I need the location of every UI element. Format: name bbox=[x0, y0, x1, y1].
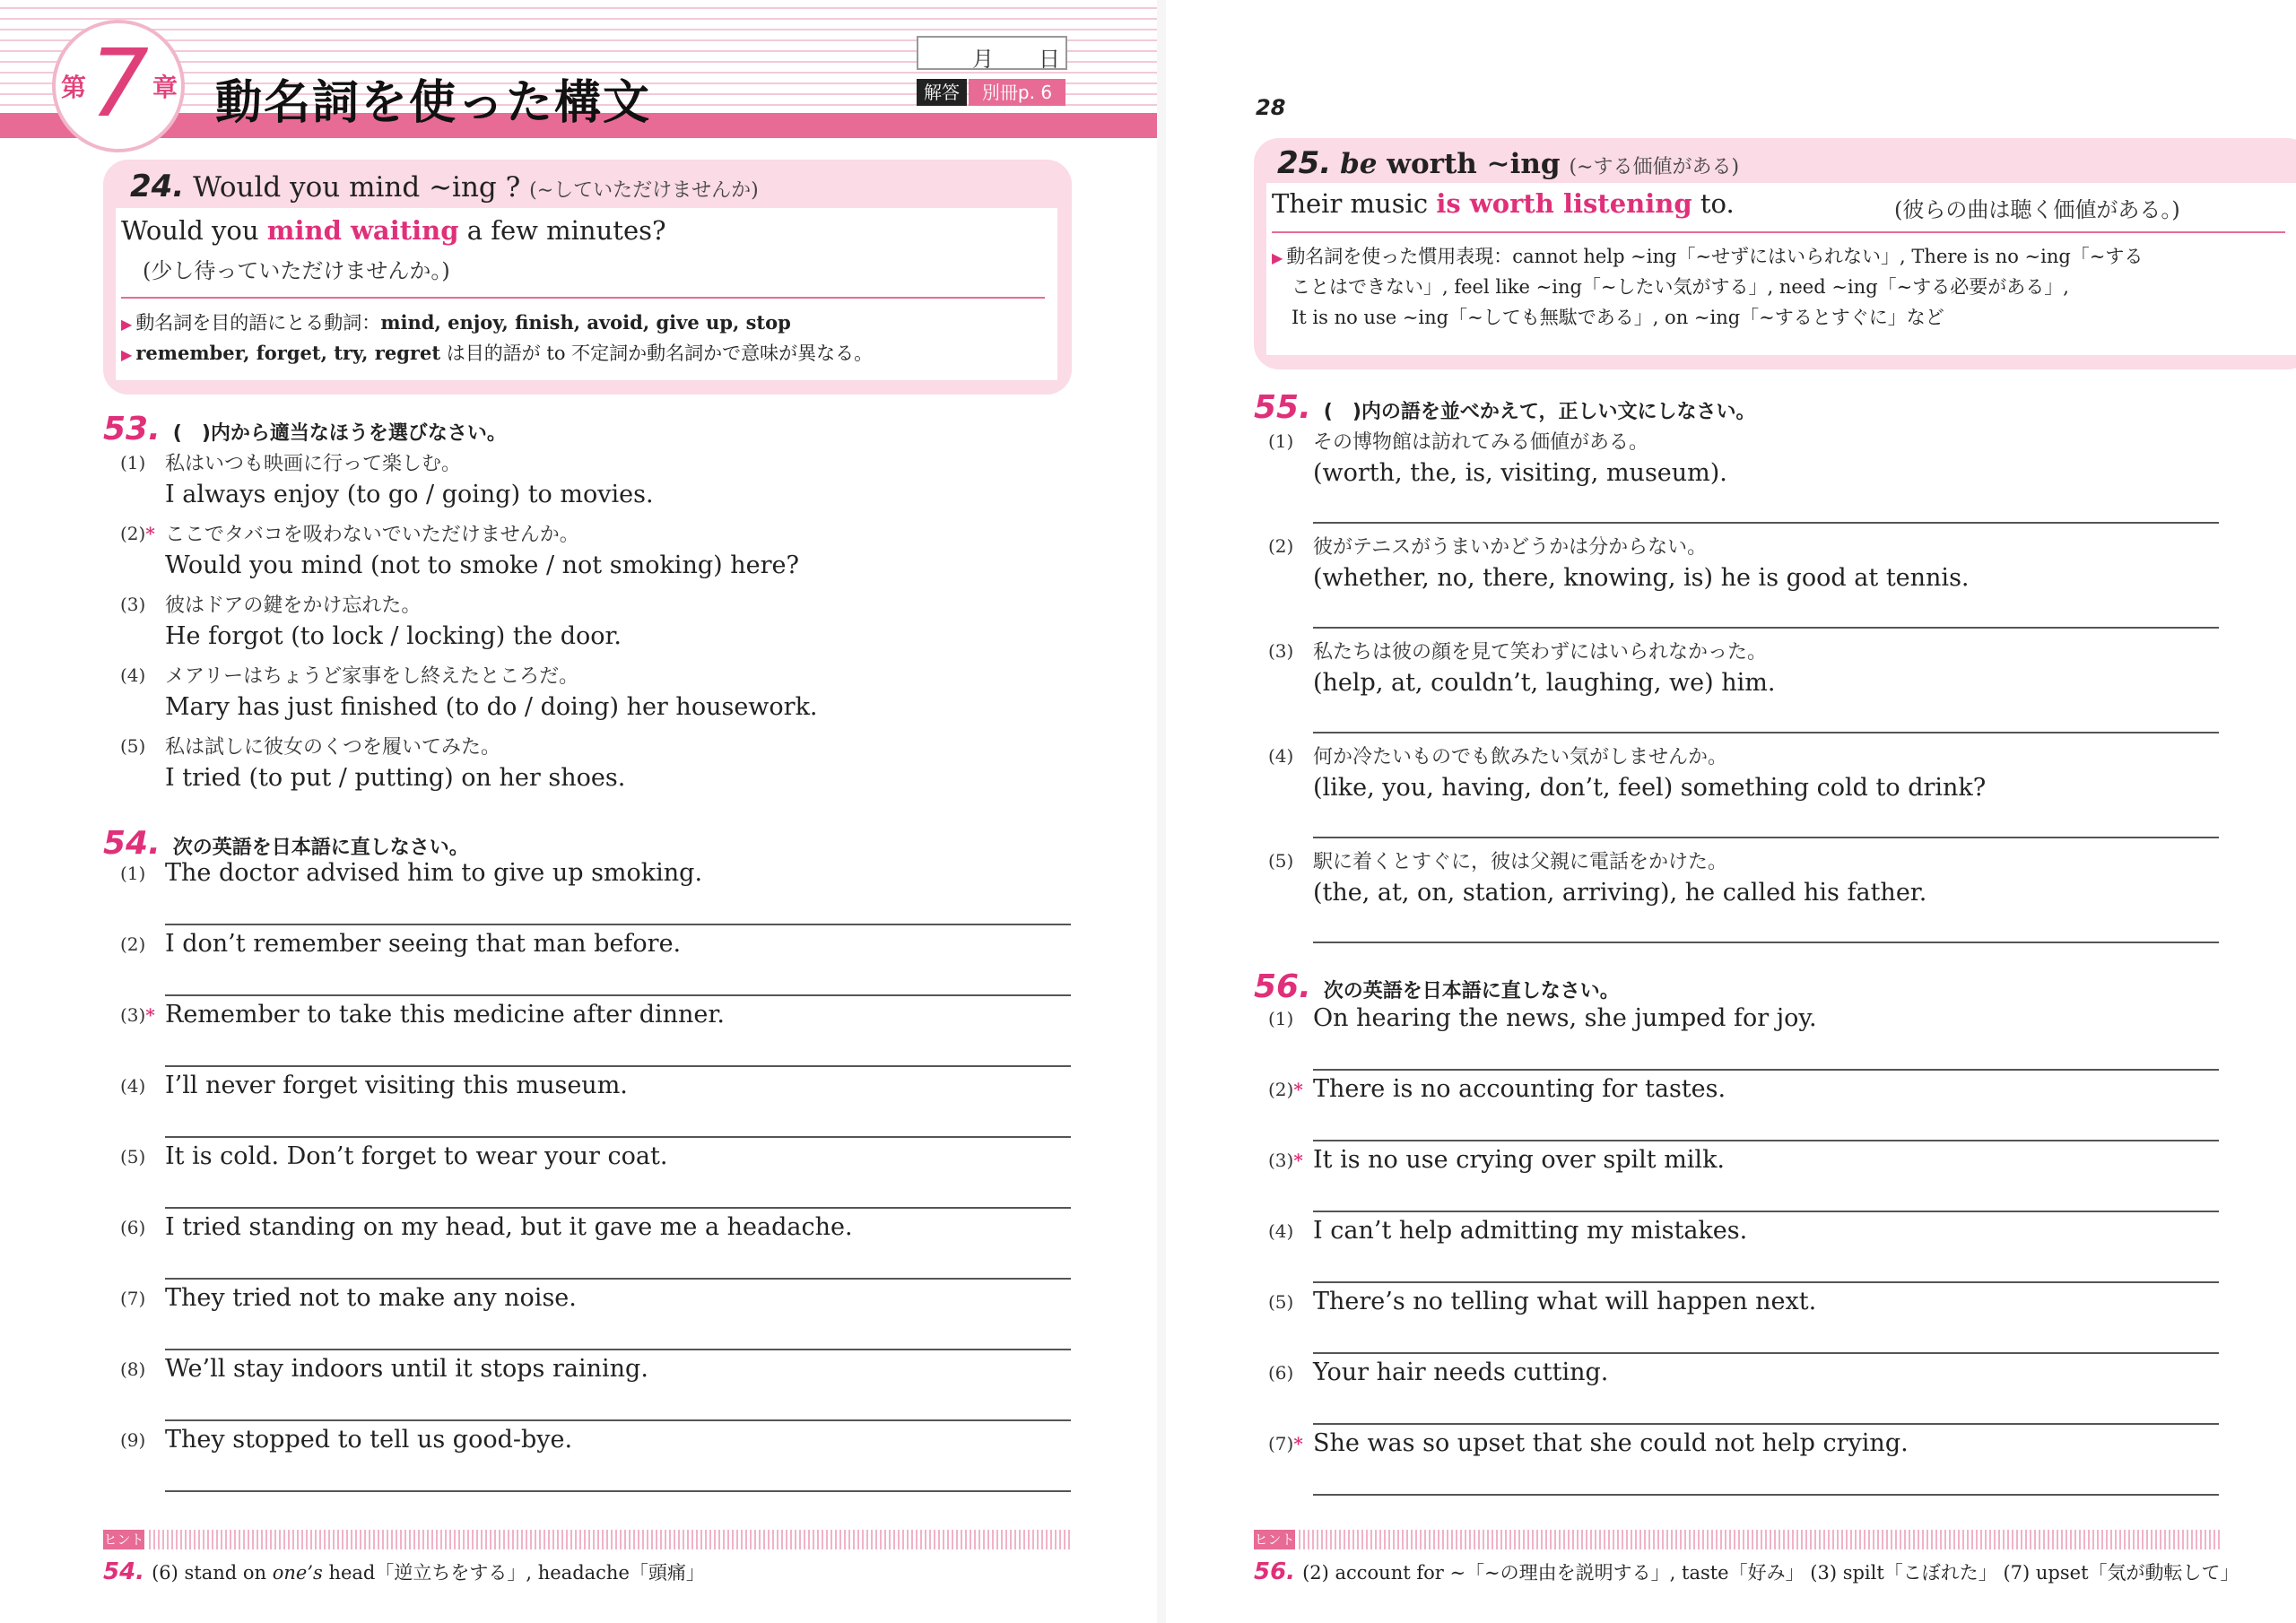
exercise-instruction: 次の英語を日本語に直しなさい。 bbox=[1323, 980, 1620, 1002]
question-english: I can’t help admitting my mistakes. bbox=[1313, 1217, 1748, 1245]
exercise-instruction: ( )内の語を並べかえて，正しい文にしなさい。 bbox=[1323, 401, 1756, 423]
question-number-text: (6) bbox=[120, 1217, 146, 1238]
question-number bbox=[1268, 1220, 1293, 1242]
grammar-box-body bbox=[116, 208, 1057, 380]
answer-line[interactable] bbox=[1313, 1069, 2219, 1071]
note-divider bbox=[121, 297, 1045, 299]
question-english: He forgot (to lock / locking) the door. bbox=[165, 622, 622, 650]
question-number-text: (6) bbox=[1268, 1362, 1294, 1384]
question-number-text: (5) bbox=[120, 1146, 146, 1167]
question-number-text: (3) bbox=[120, 594, 146, 615]
question-number-text: (2) bbox=[120, 523, 146, 544]
question-number bbox=[120, 1146, 145, 1167]
question-english: On hearing the news, she jumped for joy. bbox=[1313, 1004, 1817, 1032]
question-number bbox=[1268, 430, 1293, 452]
question-japanese: 彼がテニスがうまいかどうかは分からない。 bbox=[1313, 536, 1708, 559]
example-highlight: is worth listening bbox=[1436, 188, 1692, 219]
star-mark: * bbox=[1293, 1433, 1303, 1454]
question-japanese: 駅に着くとすぐに，彼は父親に電話をかけた。 bbox=[1313, 851, 1728, 873]
question-number bbox=[120, 1004, 155, 1026]
question-english: I don’t remember seeing that man before. bbox=[165, 930, 682, 958]
question-number bbox=[120, 594, 145, 615]
example-sentence: Would you mind waiting a few minutes? bbox=[121, 215, 666, 246]
question-number bbox=[1268, 535, 1293, 557]
hint-text: 54. (6) stand on one’s head「逆立ちをする」, headache「頭痛」 bbox=[103, 1558, 705, 1585]
question-number-text: (2) bbox=[1268, 535, 1294, 557]
answer-line[interactable] bbox=[165, 1490, 1071, 1492]
answer-line[interactable] bbox=[1313, 837, 2219, 838]
question-number bbox=[1268, 745, 1293, 767]
question-number-text: (2) bbox=[120, 933, 146, 955]
exercise-53-header bbox=[103, 411, 507, 447]
triangle-icon: ▶ bbox=[121, 316, 133, 333]
example-sentence: Their music is worth listening to. bbox=[1272, 188, 1735, 219]
question-number bbox=[1268, 640, 1293, 662]
question-number bbox=[120, 735, 145, 757]
chapter-title: 動名詞を使った構文 bbox=[215, 76, 652, 130]
question-japanese: 彼はドアの鍵をかけ忘れた。 bbox=[165, 595, 422, 617]
question-number-text: (3) bbox=[1268, 1150, 1294, 1171]
question-number-text: (5) bbox=[1268, 1291, 1294, 1313]
answer-line[interactable] bbox=[1313, 942, 2219, 943]
question-number bbox=[1268, 1008, 1293, 1029]
chapter-number: 7 bbox=[89, 29, 150, 138]
question-number bbox=[120, 523, 155, 544]
question-english: Your hair needs cutting. bbox=[1313, 1358, 1609, 1386]
question-japanese: 私たちは彼の顔を見て笑わずにはいられなかった。 bbox=[1313, 641, 1768, 664]
question-english: (like, you, having, don’t, feel) something cold to drink? bbox=[1313, 774, 1987, 802]
grammar-note-line-3: It is no use ∼ing「∼しても無駄である」, on ∼ing「∼するとすぐに」など bbox=[1292, 307, 1944, 328]
page-number: 28 bbox=[1256, 95, 1286, 120]
triangle-icon: ▶ bbox=[121, 346, 133, 363]
answer-line[interactable] bbox=[1313, 522, 2219, 524]
question-english: I tried (to put / putting) on her shoes. bbox=[165, 764, 626, 792]
grammar-note-1: ▶ 動名詞を目的語にとる動詞：mind, enjoy, finish, avoid, give up, stop bbox=[121, 311, 791, 334]
question-number-text: (3) bbox=[1268, 640, 1294, 662]
answer-line[interactable] bbox=[165, 994, 1071, 996]
question-english: (help, at, couldn’t, laughing, we) him. bbox=[1313, 669, 1776, 697]
question-number-text: (4) bbox=[1268, 745, 1294, 767]
chapter-label-dai: 第 bbox=[61, 73, 87, 102]
hint-text: 56. (2) account for ∼「∼の理由を説明する」, taste「好み」 (3) spilt「こぼれた」 (7) upset「気が動転して」 bbox=[1254, 1558, 2239, 1585]
question-number-text: (5) bbox=[120, 735, 146, 757]
example-highlight: mind waiting bbox=[266, 215, 459, 246]
chapter-label-sho: 章 bbox=[152, 73, 178, 102]
question-number bbox=[120, 1075, 145, 1097]
question-number bbox=[1268, 1079, 1303, 1100]
question-english: (the, at, on, station, arriving), he called his father. bbox=[1313, 879, 1927, 907]
question-number bbox=[120, 452, 145, 473]
grammar-note-line-1: ▶ 動名詞を使った慣用表現：cannot help ∼ing「∼せずにはいられない」, There is no ∼ing「∼する bbox=[1272, 246, 2144, 267]
date-month-label: 月 bbox=[972, 47, 994, 72]
question-japanese: その博物館は訪れてみる価値がある。 bbox=[1313, 431, 1649, 454]
grammar-note-line-2: ことはできない」, feel like ∼ing「∼したい気がする」, need ∼ing「∼する必要がある」, bbox=[1292, 276, 2069, 298]
question-number-text: (7) bbox=[120, 1288, 146, 1309]
example-translation: (少し待っていただけませんか。) bbox=[143, 258, 450, 283]
question-english: Remember to take this medicine after dinner. bbox=[165, 1001, 725, 1028]
question-english: I tried standing on my head, but it gave me a headache. bbox=[165, 1213, 853, 1241]
question-number-text: (3) bbox=[120, 1004, 146, 1026]
exercise-55-header bbox=[1254, 389, 1755, 426]
exercise-number: 56. bbox=[1254, 968, 1311, 1005]
question-number-text: (9) bbox=[120, 1429, 146, 1451]
answer-line[interactable] bbox=[1313, 1140, 2219, 1141]
question-number bbox=[120, 933, 145, 955]
question-japanese: メアリーはちょうど家事をし終えたところだ。 bbox=[165, 665, 579, 688]
grammar-box-number: 24. bbox=[130, 169, 185, 204]
grammar-box-subtitle: (∼していただけませんか) bbox=[529, 179, 759, 202]
grammar-box-heading: Would you mind ∼ing ? bbox=[193, 171, 521, 204]
question-number-text: (5) bbox=[1268, 850, 1294, 872]
question-number bbox=[1268, 850, 1293, 872]
exercise-number: 53. bbox=[103, 411, 161, 447]
exercise-number: 54. bbox=[103, 825, 161, 862]
star-mark: * bbox=[1293, 1150, 1303, 1171]
right-page bbox=[1166, 0, 2296, 1623]
answer-line[interactable] bbox=[1313, 1494, 2219, 1496]
question-english: They tried not to make any noise. bbox=[165, 1284, 577, 1312]
exercise-56-header bbox=[1254, 968, 1620, 1005]
question-english: I always enjoy (to go / going) to movies. bbox=[165, 481, 654, 508]
hint-label: ヒント bbox=[1254, 1532, 1295, 1548]
exercise-instruction: ( )内から適当なほうを選びなさい。 bbox=[172, 422, 507, 445]
question-number-text: (7) bbox=[1268, 1433, 1294, 1454]
answer-line[interactable] bbox=[1313, 1211, 2219, 1212]
hint-bar bbox=[149, 1530, 1073, 1549]
question-number-text: (2) bbox=[1268, 1079, 1294, 1100]
answer-line[interactable] bbox=[165, 1349, 1071, 1350]
question-english: It is no use crying over spilt milk. bbox=[1313, 1146, 1726, 1174]
exercise-number: 55. bbox=[1254, 389, 1311, 426]
question-number-text: (1) bbox=[1268, 1008, 1294, 1029]
question-number-text: (1) bbox=[120, 452, 146, 473]
example-translation: (彼らの曲は聴く価値がある。) bbox=[1894, 197, 2180, 222]
answer-line[interactable] bbox=[165, 924, 1071, 925]
star-mark: * bbox=[145, 523, 155, 544]
answer-line[interactable] bbox=[165, 1278, 1071, 1280]
note-divider bbox=[1272, 231, 2285, 233]
star-mark: * bbox=[145, 1004, 155, 1026]
grammar-box-title bbox=[130, 169, 759, 204]
answer-line[interactable] bbox=[1313, 1281, 2219, 1283]
question-japanese: 私は試しに彼女のくつを履いてみた。 bbox=[165, 736, 501, 759]
answer-line[interactable] bbox=[165, 1136, 1071, 1138]
question-english: There’s no telling what will happen next. bbox=[1313, 1288, 1817, 1315]
question-english: Would you mind (not to smoke / not smoking) here? bbox=[165, 551, 799, 579]
date-field[interactable] bbox=[917, 36, 1067, 70]
question-english: We’ll stay indoors until it stops raining. bbox=[165, 1355, 648, 1383]
date-day-label: 日 bbox=[1039, 47, 1060, 72]
question-number-text: (1) bbox=[120, 863, 146, 884]
question-english: The doctor advised him to give up smoking. bbox=[165, 859, 703, 887]
question-english: (worth, the, is, visiting, museum). bbox=[1313, 459, 1727, 487]
question-number-text: (4) bbox=[1268, 1220, 1294, 1242]
question-number bbox=[1268, 1291, 1293, 1313]
question-english: There is no accounting for tastes. bbox=[1313, 1075, 1726, 1103]
exercise-instruction: 次の英語を日本語に直しなさい。 bbox=[172, 837, 469, 859]
grammar-box-number: 25. bbox=[1277, 145, 1332, 181]
question-number-text: (4) bbox=[120, 664, 146, 686]
hint-bar bbox=[1299, 1530, 2222, 1549]
grammar-box-title: 25. be worth ∼ing (∼する価値がある) bbox=[1277, 145, 1740, 181]
answer-line[interactable] bbox=[1313, 732, 2219, 733]
question-english: (whether, no, there, knowing, is) he is good at tennis. bbox=[1313, 564, 1970, 592]
page-gutter bbox=[1157, 0, 1166, 1623]
answer-line[interactable] bbox=[165, 1419, 1071, 1421]
hint-label: ヒント bbox=[103, 1532, 144, 1548]
question-number-text: (1) bbox=[1268, 430, 1294, 452]
question-english: It is cold. Don’t forget to wear your coat. bbox=[165, 1142, 668, 1170]
grammar-box-24 bbox=[103, 160, 1072, 395]
question-number bbox=[1268, 1362, 1293, 1384]
question-number bbox=[1268, 1433, 1303, 1454]
answer-line[interactable] bbox=[1313, 1423, 2219, 1425]
answer-line[interactable] bbox=[1313, 627, 2219, 629]
question-number bbox=[120, 1288, 145, 1309]
answer-line[interactable] bbox=[1313, 1352, 2219, 1354]
grammar-box-25 bbox=[1254, 138, 2296, 369]
question-number bbox=[120, 1217, 145, 1238]
question-number-text: (4) bbox=[120, 1075, 146, 1097]
question-japanese: 私はいつも映画に行って楽しむ。 bbox=[165, 453, 462, 475]
question-number bbox=[120, 863, 145, 884]
question-number-text: (8) bbox=[120, 1358, 146, 1380]
question-number bbox=[120, 1358, 145, 1380]
grammar-box-body bbox=[1266, 183, 2296, 355]
triangle-icon: ▶ bbox=[1272, 249, 1283, 266]
answer-reference: 別冊p. 6 bbox=[969, 79, 1065, 106]
exercise-54-header bbox=[103, 825, 469, 862]
question-japanese: ここでタバコを吸わないでいただけませんか。 bbox=[165, 524, 579, 546]
question-japanese: 何か冷たいものでも飲みたい気がしませんか。 bbox=[1313, 746, 1728, 768]
answer-label: 解答 bbox=[917, 79, 967, 106]
star-mark: * bbox=[1293, 1079, 1303, 1100]
grammar-box-subtitle: (∼する価値がある) bbox=[1569, 156, 1740, 178]
answer-line[interactable] bbox=[165, 1065, 1071, 1067]
grammar-note-2: ▶ remember, forget, try, regret は目的語が to 不定詞か動名詞かで意味が異なる。 bbox=[121, 342, 874, 364]
question-english: They stopped to tell us good-bye. bbox=[165, 1426, 573, 1454]
question-english: She was so upset that she could not help crying. bbox=[1313, 1429, 1909, 1457]
question-number bbox=[1268, 1150, 1303, 1171]
question-number bbox=[120, 1429, 145, 1451]
question-english: Mary has just finished (to do / doing) her housework. bbox=[165, 693, 818, 721]
answer-line[interactable] bbox=[165, 1207, 1071, 1209]
question-english: I’ll never forget visiting this museum. bbox=[165, 1072, 628, 1099]
question-number bbox=[120, 664, 145, 686]
